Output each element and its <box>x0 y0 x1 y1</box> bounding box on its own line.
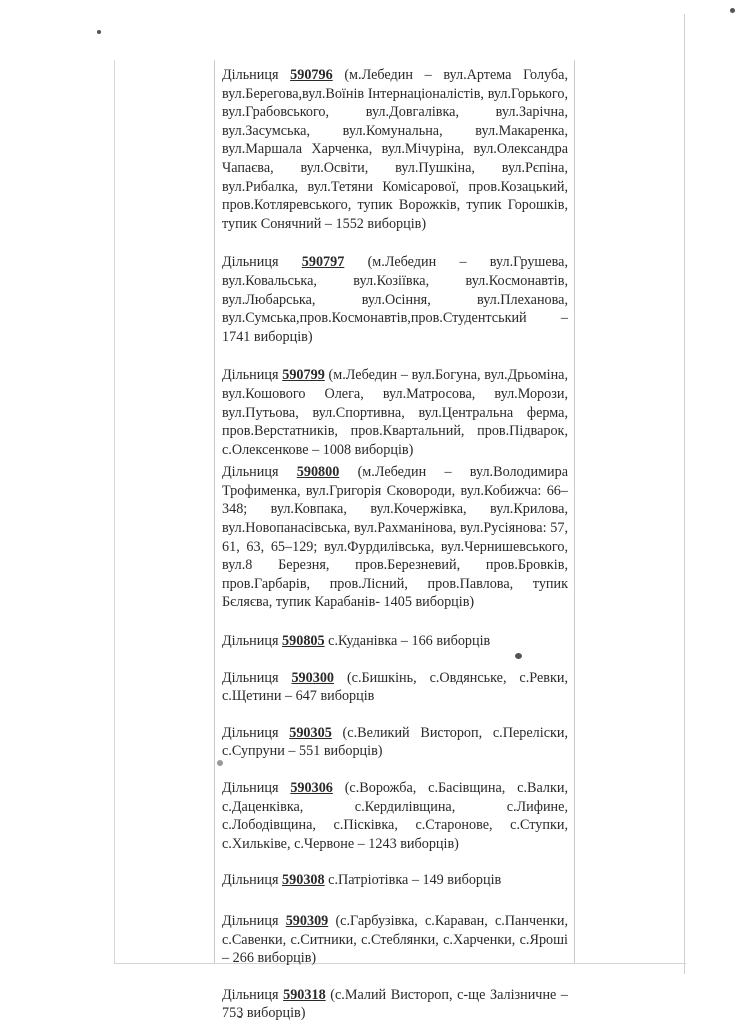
entry-number: 590306 <box>290 780 333 796</box>
entry-590800 <box>222 463 568 612</box>
table-column-divider-right <box>574 60 575 964</box>
entry-label: Дільниця <box>222 724 279 741</box>
entry-text: с.Патріотівка – 149 виборців <box>328 872 502 889</box>
entry-label: Дільниця <box>222 669 279 686</box>
entry-590797 <box>222 253 568 346</box>
entry-text: (м.Лебедин – вул.Володимира Трофименка, вул.Григорія Сковороди, вул.Кобижча: 66–348; вул.Ковпака, вул.Кочержівка, вул.Крилова, вул.Новопанасівська, вул.Рахманінова, вул.Русіянова: 57, 61, 63, 65–129; вул.Фурдилівська, вул.Чернишевського, вул.8 Березня, пров.Березневий, пров.Бровків, пров.Гарбарів, пров.Лісний, пров.Павлова, тупик Бєляєва, тупик Карабанів- 1405 виборців) <box>222 464 569 611</box>
document-body <box>222 66 568 1023</box>
page-border-right <box>684 14 685 974</box>
entry-number: 590300 <box>291 669 334 686</box>
scan-speck <box>730 8 735 13</box>
scan-speck <box>97 30 101 34</box>
entry-590318 <box>222 986 568 1023</box>
entry-590309 <box>222 912 568 968</box>
entry-number: 590305 <box>289 724 332 741</box>
entry-text: (м.Лебедин – вул.Артема Голуба, вул.Берегова,вул.Воїнів Інтернаціоналістів, вул.Горького, вул.Грабовського, вул.Довгалівка, вул.Зарічна, вул.Засумська, вул.Комунальна, вул.Макаренка, вул.Маршала Харченка, вул.Мічуріна, вул.Олександра Чапаєва, вул.Освіти, вул.Пушкіна, вул.Рєпіна, вул.Рибалка, вул.Тетяни Комісарової, пров.Козацький, пров.Котляревського, тупик Ворожків, тупик Горошків, тупик Сонячний – 1552 виборців) <box>222 67 568 232</box>
entry-text: (м.Лебедин – вул.Богуна, вул.Дрьоміна, вул.Кошового Олега, вул.Матросова, вул.Морози, вул.Путьова, вул.Спортивна, вул.Центральна ферма, пров.Верстатників, пров.Квартальний, пров.Підварок, с.Олексенкове – 1008 виборців) <box>222 367 569 458</box>
entry-number: 590309 <box>285 912 329 929</box>
table-border-left <box>114 60 115 964</box>
entry-text: (с.Ворожба, с.Басівщина, с.Валки, с.Даценківка, с.Кердилівщина, с.Лифине, с.Лободівщина, с.Пісківка, с.Старонове, с.Ступки, с.Хильківе, с.Червоне – 1243 виборців) <box>222 780 569 852</box>
entry-label: Дільниця <box>222 780 279 796</box>
entry-label: Дільниця <box>222 986 279 1003</box>
entry-590305 <box>222 724 568 761</box>
entry-text: (м.Лебедин – вул.Грушева, вул.Ковальська, вул.Козіївка, вул.Космонавтів, вул.Любарська, вул.Осіння, вул.Плеханова, вул.Сумська,пров.Космонавтів,пров.Студентський – 1741 виборців) <box>222 254 569 345</box>
entry-text: (с.Великий Вистороп, с.Перелiски, с.Супруни – 551 виборців) <box>222 724 569 760</box>
entry-590805 <box>222 632 568 651</box>
entry-590300 <box>222 669 568 706</box>
entry-number: 590308 <box>282 872 325 889</box>
entry-number: 590797 <box>301 254 345 271</box>
entry-number: 590318 <box>283 986 326 1003</box>
entry-label: Дільниця <box>222 254 279 271</box>
entry-590799 <box>222 366 568 459</box>
entry-label: Дільниця <box>222 633 279 650</box>
table-column-divider <box>214 60 215 964</box>
entry-590308 <box>222 871 568 890</box>
entry-text: (с.Бишкінь, с.Овдянське, с.Ревки, с.Щетини – 647 виборців <box>222 669 569 705</box>
entry-label: Дільниця <box>222 872 279 889</box>
entry-number: 590799 <box>282 367 325 384</box>
entry-text: с.Куданівка – 166 виборців <box>328 633 491 650</box>
entry-label: Дільниця <box>222 464 279 481</box>
entry-text: (с.Малий Вистороп, с-ще Залізничне – 753 виборців) <box>222 986 569 1022</box>
entry-text: (с.Гарбузівка, с.Караван, с.Панченки, с.Савенки, с.Ситники, с.Стеблянки, с.Харченки, с.Яроші – 266 виборців) <box>222 912 568 967</box>
entry-number: 590805 <box>282 633 325 650</box>
entry-number: 590796 <box>290 67 333 83</box>
entry-number: 590800 <box>296 464 340 481</box>
entry-label: Дільниця <box>222 67 279 83</box>
entry-590796 <box>222 66 568 233</box>
entry-590306 <box>222 779 568 853</box>
entry-label: Дільниця <box>222 367 279 384</box>
entry-label: Дільниця <box>222 912 279 929</box>
